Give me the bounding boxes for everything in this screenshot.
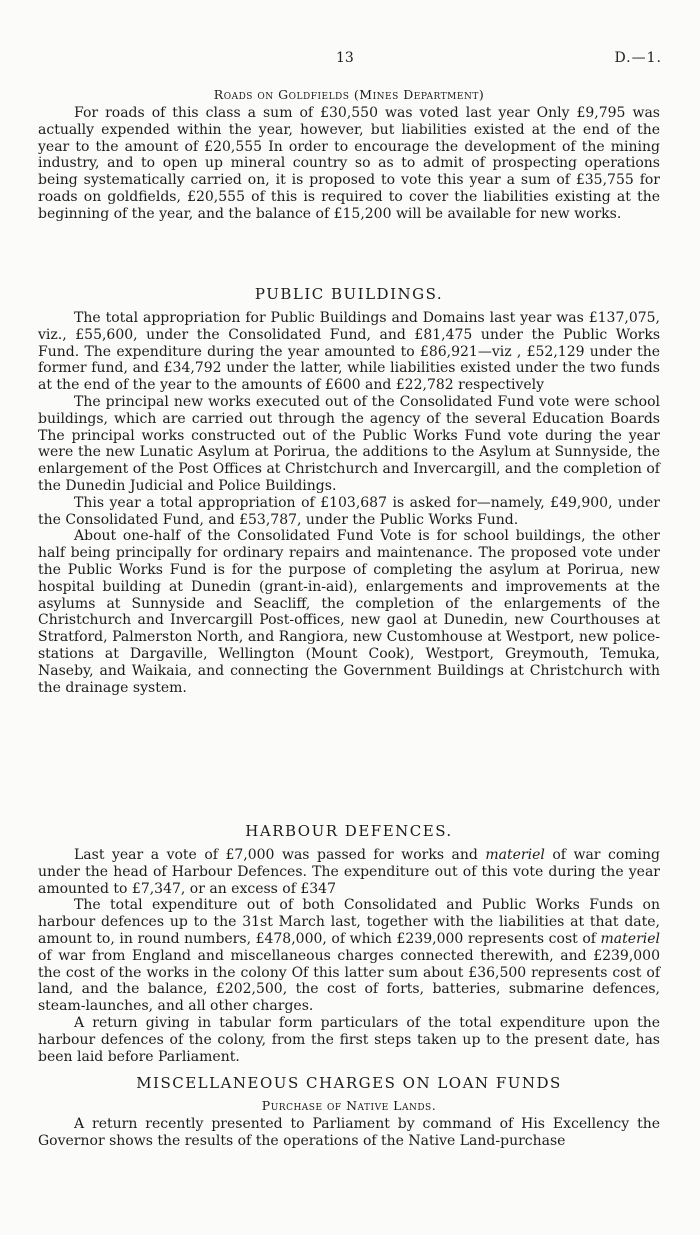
section-roads-on-goldfields [38, 87, 660, 223]
section-heading: HARBOUR DEFENCES. [245, 822, 453, 840]
section-title: Roads on Goldfields (Mines Department) [213, 87, 485, 102]
paragraph: The total appropriation for Public Buildings and Domains last year was £137,075, viz., £55,600, under the Consolidated Fund, and £81,475 under the Public Works Fund. The expenditure during the year amounted to £86,921—viz , £52,129 under the former fund, and £34,792 under the latter, while liabilities existed under the two funds at the end of the year to the amounts of £600 and £22,782 respectively [38, 310, 660, 394]
page-number: 13 [336, 50, 354, 66]
paragraph: This year a total appropriation of £103,687 is asked for—namely, £49,900, under the Consolidated Fund, and £53,787, under the Public Works Fund. [38, 494, 660, 528]
section-public-buildings [38, 285, 660, 696]
paragraph: For roads of this class a sum of £30,550 was voted last year Only £9,795 was actually expended within the year, however, but liabilities existed at the end of the year to the amount of £20,555 In order to encourage the development of the mining industry, and to open up mineral country so as to admit of prospecting operations being systematically carried on, it is proposed to vote this year a sum of £35,755 for roads on goldfields, £20,555 of this is required to cover the liabilities existing at the beginning of the year, and the balance of £15,200 will be available for new works. [38, 105, 660, 222]
paragraph: A return recently presented to Parliament by command of His Excellency the Governor shows the results of the operations of the Native Land-purchase [38, 1116, 660, 1149]
section-heading: PUBLIC BUILDINGS. [254, 285, 444, 303]
paragraph: Last year a vote of £7,000 was passed for works and materiel of war coming under the head of Harbour Defences. The expenditure out of this vote during the year amounted to £7,347, or an excess of £347 [38, 847, 660, 897]
section-heading: MISCELLANEOUS CHARGES ON LOAN FUNDS [136, 1074, 562, 1092]
paragraph: About one-half of the Consolidated Fund Vote is for school buildings, the other half being principally for ordinary repairs and maintenance. The proposed vote under the Public Works Fund is for the purpose of completing the asylum at Porirua, new hospital building at Dunedin (grant-in-aid), enlargements and improvements at the asylums at Sunnyside and Seacliff, the completion of the enlargements of the Christchurch and Invercargill Post-offices, new gaol at Dunedin, new Courthouses at Stratford, Palmerston North, and Rangiora, new Customhouse at Westport, new police-stations at Dargaville, Wellington (Mount Cook), Westport, Greymouth, Temuka, Naseby, and Waikaia, and connecting the Government Buildings at Christchurch with the drainage system. [38, 528, 660, 696]
section-harbour-defences [38, 822, 660, 1065]
section-miscellaneous-charges [38, 1074, 660, 1150]
section-subtitle: Purchase of Native Lands. [261, 1098, 437, 1113]
paragraph: The principal new works executed out of the Consolidated Fund vote were school buildings, which are carried out through the agency of the several Education Boards The principal works constructed out of the Public Works Fund vote during the year were the new Lunatic Asylum at Porirua, the additions to the Asylum at Sunnyside, the enlargement of the Post Offices at Christchurch and Invercargill, and the completion of the Dunedin Judicial and Police Buildings. [38, 393, 660, 494]
document-reference: D.—1. [614, 50, 662, 66]
paragraph: The total expenditure out of both Consolidated and Public Works Funds on harbour defences up to the 31st March last, together with the liabilities at that date, amount to, in round numbers, £478,000, of which £239,000 represents cost of materiel of war from England and miscellaneous charges connected therewith, and £239,000 the cost of the works in the colony Of this latter sum about £36,500 represents cost of land, and the balance, £202,500, the cost of forts, batteries, submarine defences, steam-launches, and all other charges. [38, 897, 660, 1015]
paragraph: A return giving in tabular form particulars of the total expenditure upon the harbour defences of the colony, from the first steps taken up to the present date, has been laid before Parliament. [38, 1014, 660, 1065]
